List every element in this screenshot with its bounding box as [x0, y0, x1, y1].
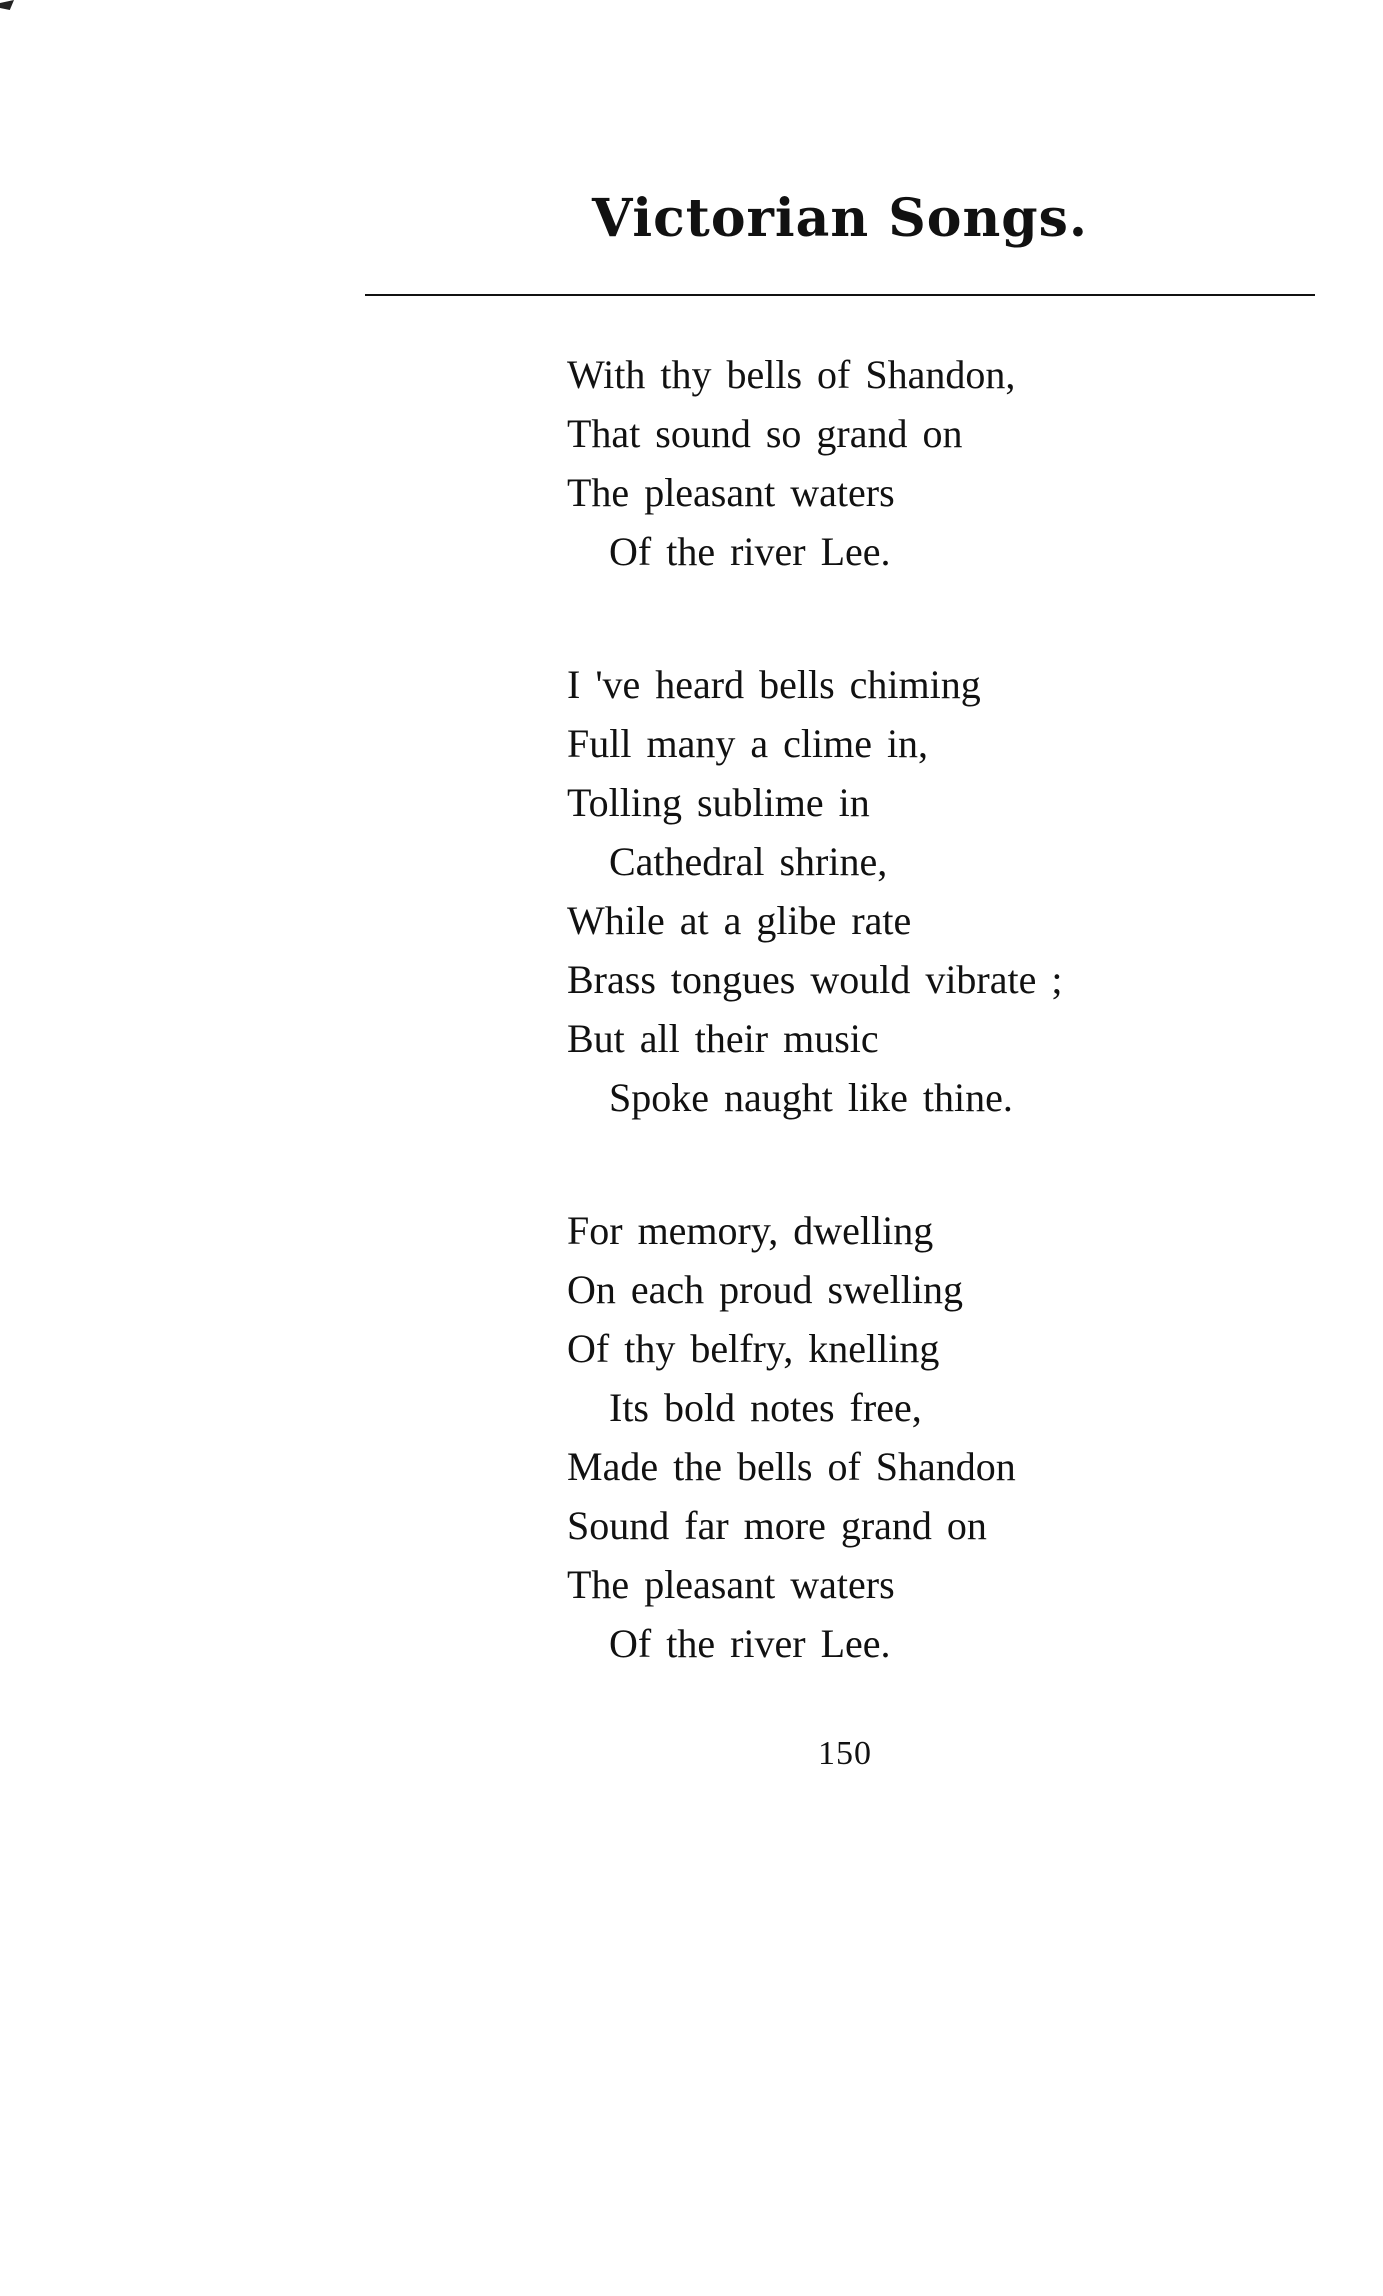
- poem-line: The pleasant waters: [567, 470, 895, 515]
- poem-line: Tolling sublime in: [567, 780, 870, 825]
- poem-line: For memory, dwelling: [567, 1208, 934, 1253]
- poem-line: With thy bells of Shandon,: [567, 352, 1016, 397]
- page-number: 150: [818, 1735, 872, 1772]
- poem-line: That sound so grand on: [567, 411, 963, 456]
- running-title: Victorian Songs.: [591, 188, 1089, 249]
- poem-line: Full many a clime in,: [567, 721, 929, 766]
- poem-line: Of the river Lee.: [609, 529, 891, 574]
- header-rule: [365, 294, 1315, 296]
- poem-line: On each proud swelling: [567, 1267, 964, 1312]
- poem-line: Its bold notes free,: [609, 1385, 922, 1430]
- poem-line: Cathedral shrine,: [609, 839, 888, 884]
- stanza: [567, 655, 1063, 1127]
- poem-line: Spoke naught like thine.: [609, 1075, 1013, 1120]
- poem-line: But all their music: [567, 1016, 879, 1061]
- stanza: [567, 1201, 1063, 1673]
- poem-line: Of the river Lee.: [609, 1621, 891, 1666]
- poem-line: Sound far more grand on: [567, 1503, 987, 1548]
- stanza: [567, 345, 1063, 581]
- poem-line: Of thy belfry, knelling: [567, 1326, 940, 1371]
- poem-line: Brass tongues would vibrate ;: [567, 957, 1063, 1002]
- poem-line: The pleasant waters: [567, 1562, 895, 1607]
- poem-line: While at a glibe rate: [567, 898, 912, 943]
- poem-body: [567, 345, 1063, 1747]
- poem-line: I 've heard bells chiming: [567, 662, 981, 707]
- corner-ink-mark: [0, 0, 14, 10]
- poem-line: Made the bells of Shandon: [567, 1444, 1016, 1489]
